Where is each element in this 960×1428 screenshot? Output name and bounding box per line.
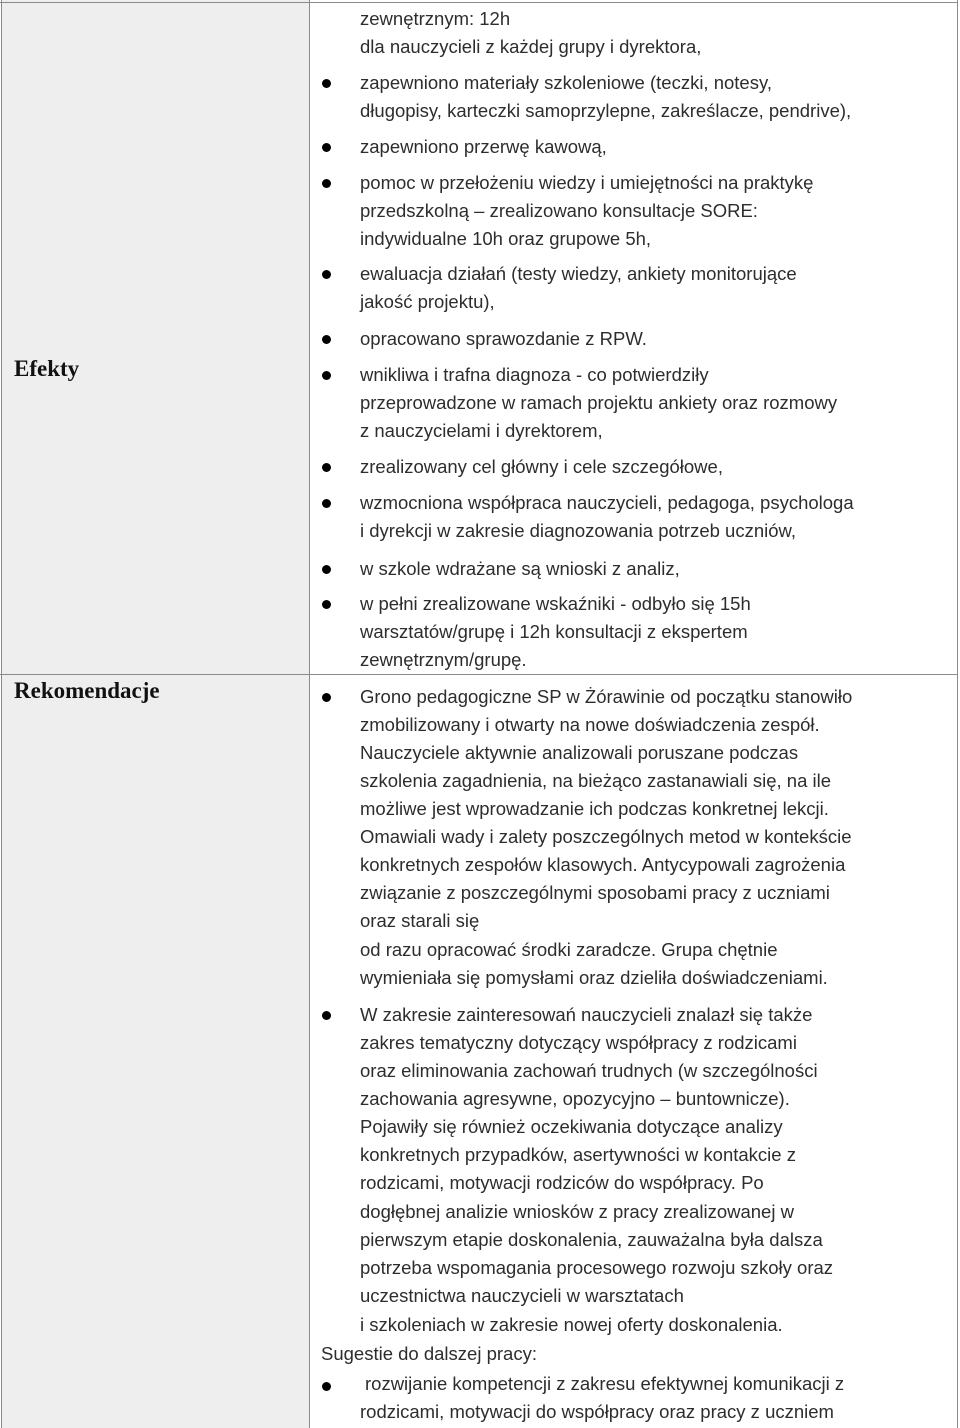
table-border-left (1, 0, 2, 1428)
text-line: długopisy, karteczki samoprzylepne, zakreślacze, pendrive), (360, 100, 852, 121)
text-line: rodzicami, motywacji rodziców do współpracy. Po (360, 1172, 764, 1193)
bullet-dot (322, 499, 331, 508)
label-column-rekomendacje (2, 675, 309, 1428)
text-line: konkretnych zespołów klasowych. Antycypowali zagrożenia (360, 854, 846, 875)
text-line: zapewniono przerwę kawową, (360, 136, 607, 157)
text-line: uczestnictwa nauczycieli w warsztatach (360, 1285, 684, 1306)
row-label-efekty: Efekty (14, 356, 80, 381)
bullet-dot (322, 693, 331, 702)
label-column-efekty (2, 0, 309, 674)
text-line: i dyrekcji w zakresie diagnozowania potrzeb uczniów, (360, 520, 796, 541)
text-line: wymieniała się pomysłami oraz dzieliła doświadczeniami. (360, 967, 828, 988)
bullet-dot (322, 463, 331, 472)
text-line: zakres tematyczny dotyczący współpracy z rodzicami (360, 1032, 797, 1053)
text-line: w szkole wdrażane są wnioski z analiz, (360, 558, 680, 579)
bullet-dot (322, 600, 331, 609)
bullet-dot (322, 1382, 331, 1391)
text-line: indywidualne 10h oraz grupowe 5h, (360, 228, 652, 249)
text-line: z nauczycielami i dyrektorem, (360, 420, 603, 441)
text-line: dogłębnej analizie wniosków z pracy zrealizowanej w (360, 1201, 794, 1222)
text-line: W zakresie zainteresowań nauczycieli znalazł się także (360, 1004, 813, 1025)
text-line: od razu opracować środki zaradcze. Grupa chętnie (360, 939, 778, 960)
bullet-dot (322, 565, 331, 574)
text-line: zachowania agresywne, opozycyjno – buntownicze). (360, 1088, 790, 1109)
text-line: wnikliwa i trafna diagnoza - co potwierdziły (360, 364, 709, 385)
text-line: pierwszym etapie doskonalenia, zauważalna była dalsza (360, 1229, 823, 1250)
bullet-dot (322, 270, 331, 279)
text-line: pomoc w przełożeniu wiedzy i umiejętności na praktykę (360, 172, 814, 193)
text-line: opracowano sprawozdanie z RPW. (360, 328, 647, 349)
text-line: zewnętrznym/grupę. (360, 649, 527, 670)
text-line: oraz eliminowania zachowań trudnych (w szczególności (360, 1060, 818, 1081)
text-line: potrzeba wspomagania procesowego rozwoju szkoły oraz (360, 1257, 834, 1278)
text-line: Omawiali wady i zalety poszczególnych metod w kontekście (360, 826, 852, 847)
text-line: oraz starali się (360, 910, 480, 931)
table-column-divider (309, 0, 310, 1428)
text-line: przedszkolną – zrealizowano konsultacje SORE: (360, 200, 758, 221)
text-line: konkretnych przypadków, asertywności w kontakcie z (360, 1144, 796, 1165)
bullet-dot (322, 1011, 331, 1020)
text-line: ewaluacja działań (testy wiedzy, ankiety monitorujące (360, 263, 797, 284)
row-divider (0, 674, 958, 675)
text-line: szkolenia zagadnienia, na bieżąco zastanawiali się, na ile (360, 770, 832, 791)
text-line: wzmocniona współpraca nauczycieli, pedagoga, psychologa (360, 492, 854, 513)
bullet-dot (322, 79, 331, 88)
text-line: zewnętrznym: 12h (360, 8, 511, 29)
text-line: związanie z poszczególnymi sposobami pracy z uczniami (360, 882, 830, 903)
row-label-rekomendacje: Rekomendacje (14, 678, 160, 703)
text-line: dla nauczycieli z każdej grupy i dyrektora, (360, 36, 702, 57)
bullet-dot (322, 179, 331, 188)
bullet-dot (322, 143, 331, 152)
text-line: rozwijanie kompetencji z zakresu efektywnej komunikacji z (365, 1373, 845, 1394)
sugestie-heading: Sugestie do dalszej pracy: (321, 1343, 537, 1364)
bullet-dot (322, 335, 331, 344)
text-line: rodzicami, motywacji do współpracy oraz pracy z uczniem (360, 1401, 834, 1422)
table-border-right (957, 0, 958, 1428)
text-line: Grono pedagogiczne SP w Żórawinie od początku stanowiło (360, 686, 853, 707)
text-line: Nauczyciele aktywnie analizowali poruszane podczas (360, 742, 799, 763)
text-line: jakość projektu), (360, 291, 495, 312)
text-line: Pojawiły się również oczekiwania dotyczące analizy (360, 1116, 783, 1137)
text-line: zrealizowany cel główny i cele szczegółowe, (360, 456, 723, 477)
text-line: zmobilizowany i otwarty na nowe doświadczenia zespół. (360, 714, 820, 735)
text-line: przeprowadzone w ramach projektu ankiety oraz rozmowy (360, 392, 838, 413)
table-border-top (0, 2, 958, 3)
text-line: i szkoleniach w zakresie nowej oferty doskonalenia. (360, 1314, 783, 1335)
text-line: zapewniono materiały szkoleniowe (teczki, notesy, (360, 72, 772, 93)
text-line: warsztatów/grupę i 12h konsultacji z ekspertem (360, 621, 748, 642)
bullet-dot (322, 371, 331, 380)
text-line: możliwe jest wprowadzanie ich podczas konkretnej lekcji. (360, 798, 829, 819)
text-line: w pełni zrealizowane wskaźniki - odbyło się 15h (360, 593, 751, 614)
